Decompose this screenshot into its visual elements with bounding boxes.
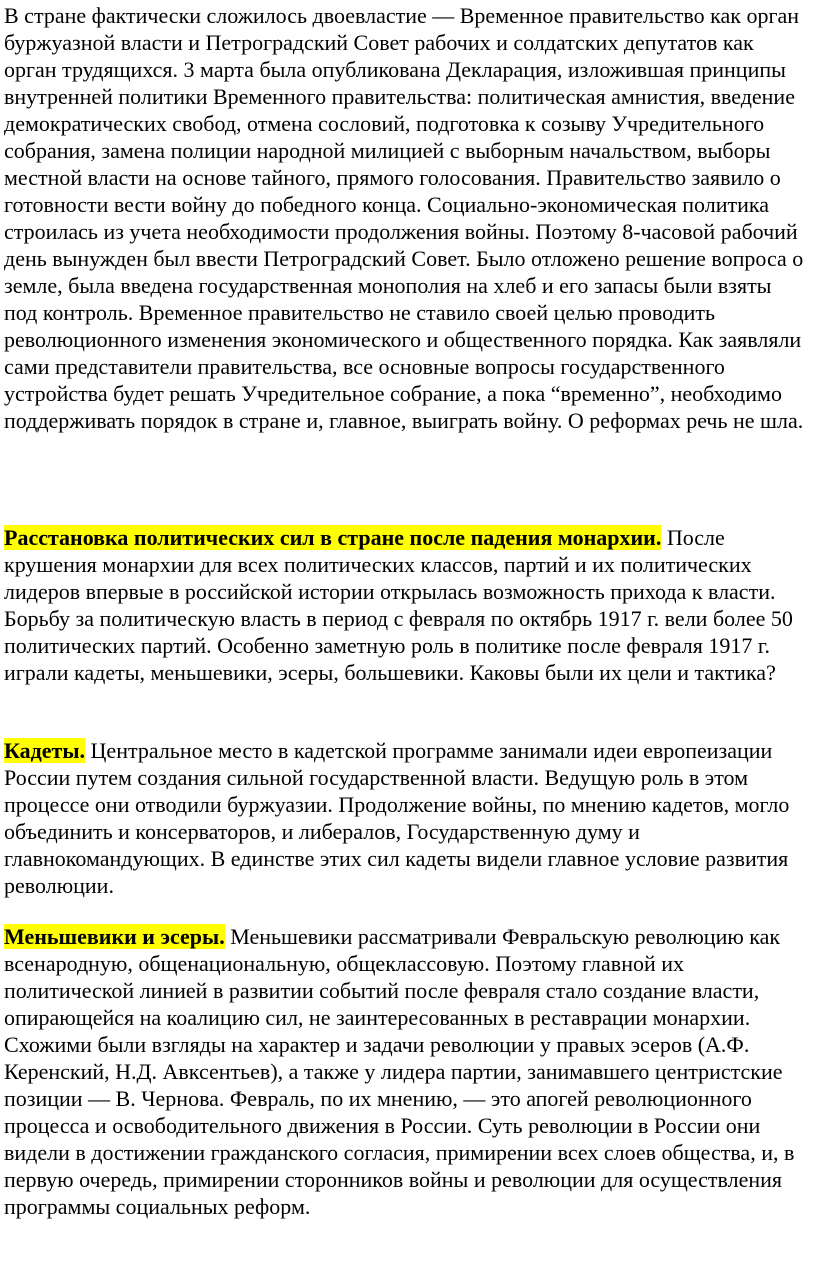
section-heading-kadets: Кадеты. bbox=[4, 738, 86, 763]
paragraph-kadets bbox=[4, 737, 810, 899]
paragraph-text: В стране фактически сложилось двоевластие — Временное правительство как орган буржуазной власти и Петроградский Совет рабочих и солдатских депутатов как орган трудящихся. 3 марта была опубликована Декларация, изложившая принципы внутренней политики Временного правительства: политическая амнистия, введение демократических свобод, отмена сословий, подготовка к созыву Учредительного собрания, замена полиции народной милицией с выборным начальством, выборы местной власти на основе тайного, прямого голосования. Правительство заявило о готовности вести войну до победного конца. Социально-экономическая политика строилась из учета необходимости продолжения войны. Поэтому 8-часовой рабочий день вынужден был ввести Петроградский Совет. Было отложено решение вопроса о земле, была введена государственная монополия на хлеб и его запасы были взяты под контроль. Временное правительство не ставило своей целью проводить революционного изменения экономического и общественного порядка. Как заявляли сами представители правительства, все основные вопросы государственного устройства будет решать Учредительное собрание, а пока “временно”, необходимо поддерживать порядок в стране и, главное, выиграть войну. О реформах речь не шла. bbox=[4, 3, 804, 433]
paragraph-text: После крушения монархии для всех политических классов, партий и их политических лидеров впервые в российской истории открылась возможность прихода к власти. Борьбу за политическую власть в период с февраля по октябрь 1917 г. вели более 50 политических партий. Особенно заметную роль в политике после февраля 1917 г. играли кадеты, меньшевики, эсеры, большевики. Каковы были их цели и тактика? bbox=[4, 525, 793, 685]
section-heading-mensheviks-srs: Меньшевики и эсеры. bbox=[4, 924, 225, 949]
paragraph-text: Центральное место в кадетской программе занимали идеи европеизации России путем создания сильной государственной власти. Ведущую роль в этом процессе они отводили буржуазии. Продолжение войны, по мнению кадетов, могло объединить и консерваторов, и либералов, Государственную думу и главнокомандующих. В единстве этих сил кадеты видели главное условие развития революции. bbox=[4, 738, 790, 898]
paragraph-mensheviks-srs bbox=[4, 923, 810, 1220]
paragraph-dual-power bbox=[4, 2, 804, 434]
paragraph-text: Меньшевики рассматривали Февральскую революцию как всенародную, общенациональную, общеклассовую. Поэтому главной их политической линией в развитии событий после февраля стало создание власти, опирающейся на коалицию сил, не заинтересованных в реставрации монархии. Схожими были взгляды на характер и задачи революции у правых эсеров (А.Ф. Керенский, Н.Д. Авксентьев), а также у лидера партии, занимавшего центристские позиции — В. Чернова. Февраль, по их мнению, — это апогей революционного процесса и освободительного движения в России. Суть революции в России они видели в достижении гражданского согласия, примирении всех слоев общества, и, в первую очередь, примирении сторонников войны и революции для осуществления программы социальных реформ. bbox=[4, 924, 795, 1219]
section-heading-political-forces: Расстановка политических сил в стране после падения монархии. bbox=[4, 525, 662, 550]
paragraph-political-forces bbox=[4, 524, 810, 686]
